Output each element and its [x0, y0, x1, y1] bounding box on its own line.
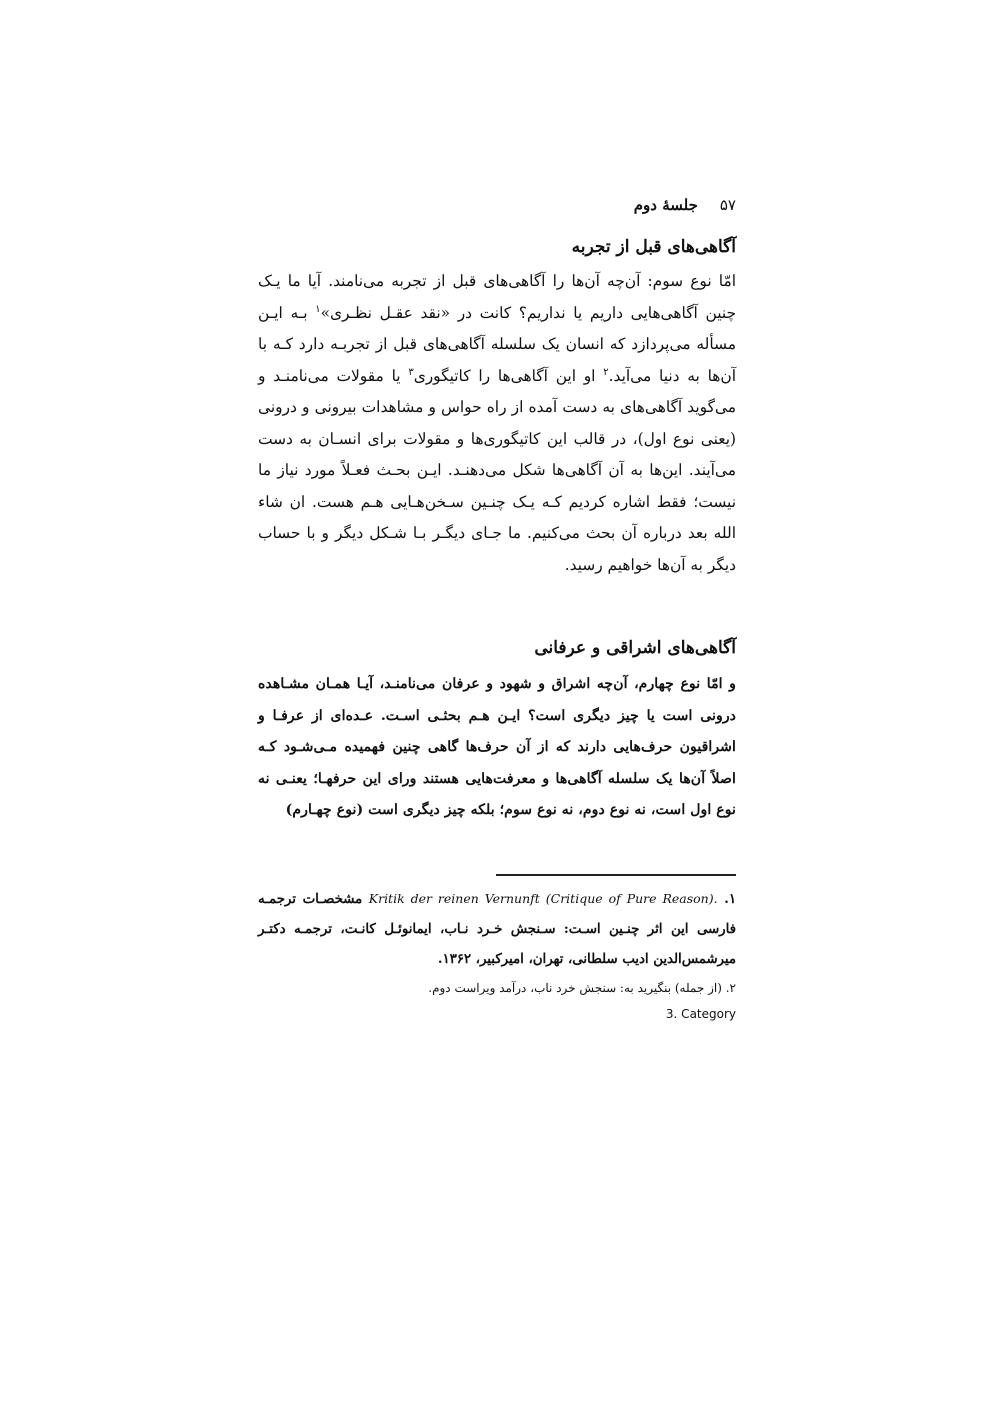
paragraph-text-part-4: یا مقولات می‌نامنـد و می‌گوید آگاهی‌های به دست آمده از راه حواس و مشاهدات بیرونی و درونی (یعنی نوع اول)، در قالب این کاتیگوری‌ها و مقولات برای انسـان به دست می‌آیند. این‌ها به آن آگاهی‌ها شکل می‌دهنـد. ایـن بحـث فعـلاً مورد نیاز ما نیست؛ فقط اشاره کردیم کـه یـک چنـین سـخن‌هـایی هـم هست. ان شاء الله بعد درباره آن بحث می‌کنیم. ما جـای دیگـر بـا شـکل دیگر و با حساب دیگر به آن‌ها خواهیم رسید. — [258, 366, 736, 574]
section-paragraph-a-priori — [258, 266, 736, 581]
footnote-1-number: ۱. — [724, 892, 736, 907]
footnote-2: ۲. (از جمله) بنگیرید به: سنجش خرد ناب، درآمد ویراست دوم. — [428, 981, 736, 995]
footnote-1-text: مشخصـات ترجمـه فارسی این اثر چنـین اسـت: سـنجش خـرد نـاب، ایمانوئـل کانـت، ترجمـه دکتـر میرشمس‌الدین ادیب سلطانی، تهران، امیرکبیر، ۱۳۶۲. — [258, 892, 736, 967]
section-paragraph-illuminative: و امّا نوع چهارم، آن‌چه اشراق و شهود و عرفان می‌نامنـد، آیـا همـان مشـاهده درونی است یا چیز دیگری است؟ ایـن هـم بحثـی اسـت. عـده‌ای از عرفـا و اشراقیون حرف‌هایی دارند که از آن حرف‌ها گاهی چنین فهمیده مـی‌شـود کـه اصلاً آن‌ها یک سلسله آگاهی‌ها و معرفت‌هایی هستند ورای این حرفهـا؛ یعنـی نه نوع اول است، نه نوع دوم، نه نوع سوم؛ بلکه چیز دیگری است (نوع چهـارم) — [258, 676, 736, 819]
footnote-1 — [258, 884, 736, 975]
paragraph-text-part-2: بـه ایـن مسأله می‌پردازد که انسان یک سلسله آگاهی‌های قبل از تجربـه دارد کـه با آن‌ها به دنیا می‌آید. — [258, 303, 736, 385]
paragraph-text-part-3: او این آگاهی‌ها را کاتیگوری — [413, 366, 604, 385]
section-a-priori-knowledge — [258, 232, 736, 581]
section-illuminative-knowledge — [258, 633, 736, 827]
footnote-ref-2: ۲ — [603, 366, 609, 378]
page-number: ۵۷ — [719, 196, 736, 214]
running-head — [258, 193, 736, 217]
book-page — [258, 0, 736, 1403]
running-head-title: جلسهٔ دوم — [633, 196, 698, 214]
footnote-1-latin-title: Kritik der reinen Vernunft (Critique of Pure Reason). — [368, 891, 718, 906]
paragraph-text-part-1: امّا نوع سوم: آن‌چه آن‌ها را آگاهی‌های قبل از تجربه می‌نامند. آیا ما یـک چنین آگاهی‌هایی داریم یا نداریم؟ کانت در «نقد عقـل نظـری» — [258, 272, 736, 322]
footnote-ref-3: ۳ — [408, 366, 414, 378]
footnotes — [258, 884, 736, 1025]
section-heading-a-priori: آگاهی‌های قبل از تجربه — [571, 237, 736, 257]
footnote-divider — [496, 874, 736, 876]
footnote-3: 3. Category — [665, 1007, 736, 1021]
section-heading-illuminative: آگاهی‌های اشراقی و عرفانی — [534, 638, 736, 658]
footnote-ref-1: ۱ — [315, 303, 321, 315]
